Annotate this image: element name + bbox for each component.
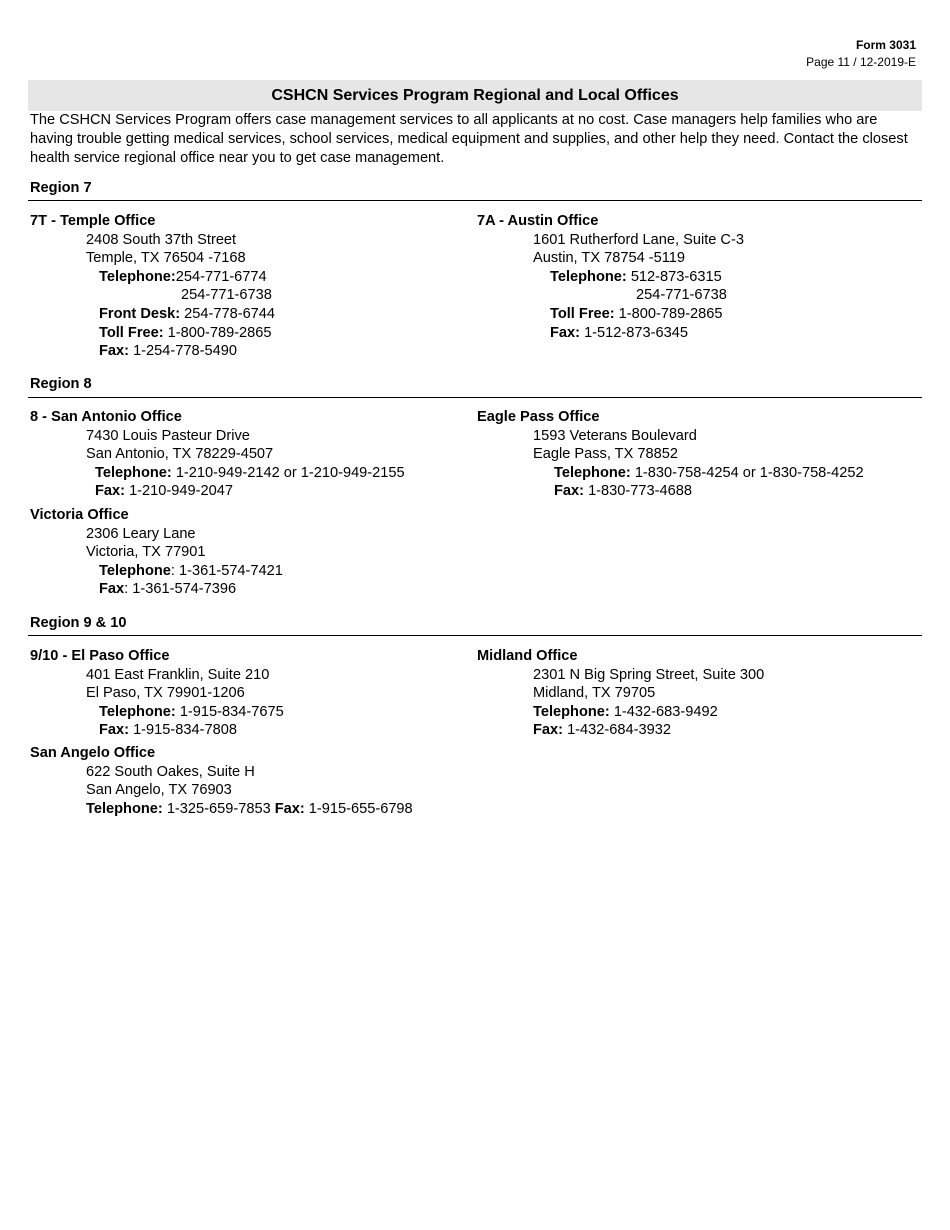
telephone-line xyxy=(477,703,922,722)
fax-label: Fax: xyxy=(554,483,585,500)
office-name: 7A - Austin Office xyxy=(477,213,599,229)
fax-value: 1-254-778-5490 xyxy=(129,343,237,360)
street-address: 1601 Rutherford Lane, Suite C-3 xyxy=(533,231,744,248)
toll-free-label: Toll Free: xyxy=(550,305,615,322)
city-state-zip: San Angelo, TX 76903 xyxy=(86,782,232,799)
telephone-label: Telephone: xyxy=(99,268,176,285)
office-name: San Angelo Office xyxy=(30,745,156,761)
office-name: 8 - San Antonio Office xyxy=(30,409,182,425)
front-desk-label: Front Desk: xyxy=(99,305,181,322)
fax-value: 1-432-684-3932 xyxy=(563,722,671,739)
fax-value: 1-915-655-6798 xyxy=(304,800,413,817)
intro-paragraph: The CSHCN Services Program offers case management services to all applicants at no cost. Case managers help families who are having trouble getting medical services, school services, medical equipment and supplies, and other help they need. Contact the closest health service regional office near you to get case management. xyxy=(30,112,908,166)
victoria-office xyxy=(30,506,470,599)
telephone-line xyxy=(30,464,470,483)
region-8-heading: Region 8 xyxy=(30,376,92,392)
page-title: CSHCN Services Program Regional and Local Offices xyxy=(28,80,922,111)
street-address: 622 South Oakes, Suite H xyxy=(86,763,255,780)
street-address: 2306 Leary Lane xyxy=(86,525,196,542)
telephone-value: 1-915-834-7675 xyxy=(175,703,284,720)
page-info: Page 11 / 12-2019-E xyxy=(806,55,916,69)
fax-line xyxy=(477,482,922,501)
telephone-label: Telephone: xyxy=(99,703,176,720)
city-state-zip: El Paso, TX 79901-1206 xyxy=(86,685,245,702)
fax-label: Fax: xyxy=(533,722,564,739)
eagle-pass-office xyxy=(477,408,922,501)
fax-line xyxy=(30,482,470,501)
front-desk-value: 254-778-6744 xyxy=(180,305,276,322)
toll-free-value: 1-800-789-2865 xyxy=(614,305,723,322)
fax-label: Fax: xyxy=(550,324,581,341)
telephone-line xyxy=(30,268,450,287)
fax-label: Fax: xyxy=(99,343,130,360)
toll-free-label: Toll Free: xyxy=(99,324,164,341)
telephone-fax-line xyxy=(30,800,470,819)
telephone-value: : 1-361-574-7421 xyxy=(170,562,283,579)
fax-line xyxy=(477,721,922,740)
region-7-divider xyxy=(28,200,922,201)
city-state-zip: Midland, TX 79705 xyxy=(533,685,656,702)
telephone-value: 1-830-758-4254 or 1-830-758-4252 xyxy=(630,464,864,481)
telephone-line xyxy=(477,268,922,287)
region-9-10-heading: Region 9 & 10 xyxy=(30,615,127,631)
region-9-10-divider xyxy=(28,635,922,636)
fax-line xyxy=(30,721,470,740)
fax-line xyxy=(30,580,470,599)
telephone-value: 1-325-659-7853 xyxy=(162,800,275,817)
street-address: 2408 South 37th Street xyxy=(86,231,237,248)
fax-label: Fax: xyxy=(274,800,305,817)
temple-office xyxy=(30,212,450,361)
telephone-label: Telephone: xyxy=(86,800,163,817)
city-state-zip: San Antonio, TX 78229-4507 xyxy=(86,446,274,463)
fax-line xyxy=(477,324,922,343)
fax-label: Fax: xyxy=(95,483,126,500)
san-angelo-office xyxy=(30,744,470,818)
el-paso-office xyxy=(30,647,470,740)
telephone-line-2: 254-771-6738 xyxy=(181,287,272,304)
city-state-zip: Eagle Pass, TX 78852 xyxy=(533,446,678,463)
telephone-label: Telephone xyxy=(99,562,171,579)
toll-free-line xyxy=(30,324,450,343)
toll-free-line xyxy=(477,305,922,324)
city-state-zip: Victoria, TX 77901 xyxy=(86,544,206,561)
telephone-label: Telephone: xyxy=(533,703,610,720)
telephone-label: Telephone: xyxy=(95,464,172,481)
telephone-label: Telephone: xyxy=(550,268,627,285)
form-number: Form 3031 xyxy=(855,38,916,52)
office-name: Midland Office xyxy=(477,648,578,664)
office-name: Victoria Office xyxy=(30,507,129,523)
telephone-line xyxy=(477,464,922,483)
street-address: 2301 N Big Spring Street, Suite 300 xyxy=(533,666,765,683)
toll-free-value: 1-800-789-2865 xyxy=(163,324,272,341)
telephone-value: 1-432-683-9492 xyxy=(609,703,718,720)
telephone-line-2: 254-771-6738 xyxy=(636,287,727,304)
telephone-label: Telephone: xyxy=(554,464,631,481)
region-7-heading: Region 7 xyxy=(30,180,92,196)
fax-value: 1-830-773-4688 xyxy=(584,483,692,500)
office-name: 7T - Temple Office xyxy=(30,213,156,229)
street-address: 401 East Franklin, Suite 210 xyxy=(86,666,270,683)
office-name: 9/10 - El Paso Office xyxy=(30,648,170,664)
city-state-zip: Temple, TX 76504 -7168 xyxy=(86,250,246,267)
front-desk-line xyxy=(30,305,450,324)
fax-label: Fax: xyxy=(99,722,130,739)
street-address: 7430 Louis Pasteur Drive xyxy=(86,427,250,444)
telephone-value: 1-210-949-2142 or 1-210-949-2155 xyxy=(171,464,405,481)
region-8-divider xyxy=(28,397,922,398)
fax-value: : 1-361-574-7396 xyxy=(124,581,237,598)
fax-value: 1-915-834-7808 xyxy=(129,722,237,739)
midland-office xyxy=(477,647,922,740)
telephone-line xyxy=(30,703,470,722)
austin-office xyxy=(477,212,922,342)
fax-line xyxy=(30,342,450,361)
city-state-zip: Austin, TX 78754 -5119 xyxy=(533,250,685,267)
street-address: 1593 Veterans Boulevard xyxy=(533,427,697,444)
office-name: Eagle Pass Office xyxy=(477,409,600,425)
san-antonio-office xyxy=(30,408,470,501)
telephone-value: 512-873-6315 xyxy=(626,268,722,285)
fax-value: 1-512-873-6345 xyxy=(580,324,688,341)
telephone-value: 254-771-6774 xyxy=(175,268,267,285)
telephone-line xyxy=(30,562,470,581)
fax-value: 1-210-949-2047 xyxy=(125,483,233,500)
fax-label: Fax xyxy=(99,581,125,598)
